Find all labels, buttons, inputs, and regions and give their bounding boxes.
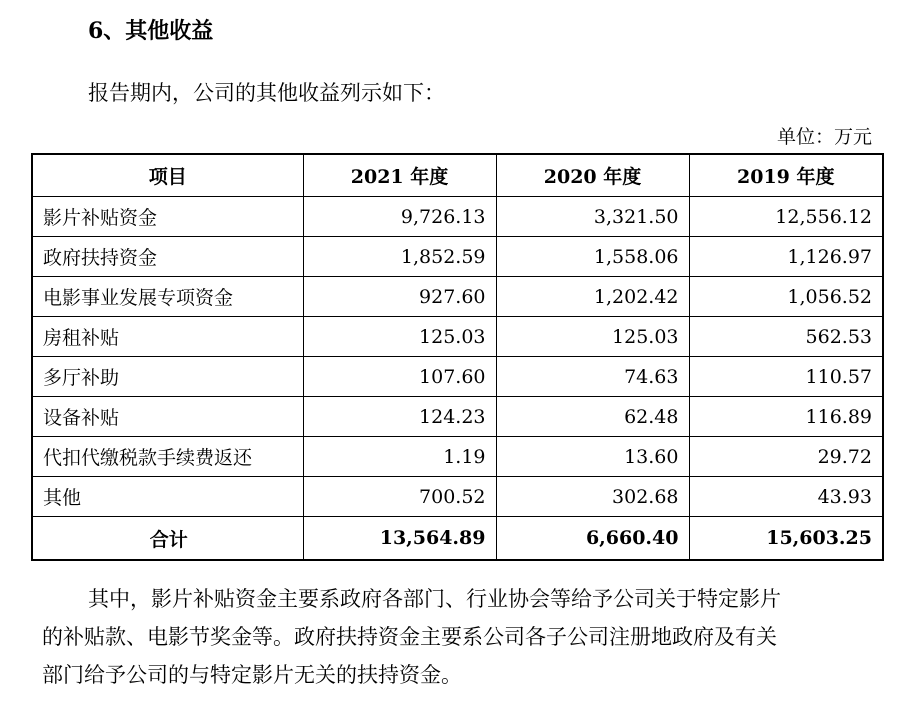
row-item-name: 多厅补助 (32, 357, 303, 397)
total-label: 合计 (32, 517, 303, 561)
row-value-2019: 1,056.52 (689, 277, 883, 317)
row-value-2019: 562.53 (689, 317, 883, 357)
unit-label: 单位：万元 (776, 126, 872, 148)
intro-paragraph: 报告期内，公司的其他收益列示如下： (88, 81, 445, 105)
row-value-2019: 12,556.12 (689, 197, 883, 237)
header-2019: 2019 年度 (689, 154, 883, 197)
total-value-2020: 6,660.40 (496, 517, 689, 561)
table-row (32, 397, 883, 437)
explanation-paragraph (42, 580, 882, 694)
total-value-2021: 13,564.89 (303, 517, 496, 561)
row-value-2020: 74.63 (496, 357, 689, 397)
row-item-name: 设备补贴 (32, 397, 303, 437)
row-item-name: 政府扶持资金 (32, 237, 303, 277)
row-value-2019: 29.72 (689, 437, 883, 477)
row-value-2021: 124.23 (303, 397, 496, 437)
table-row (32, 197, 883, 237)
row-value-2020: 125.03 (496, 317, 689, 357)
row-item-name: 电影事业发展专项资金 (32, 277, 303, 317)
table-row (32, 477, 883, 517)
section-heading: 6、其他收益 (88, 18, 214, 44)
table-row (32, 437, 883, 477)
row-value-2021: 1.19 (303, 437, 496, 477)
row-item-name: 影片补贴资金 (32, 197, 303, 237)
explanation-line: 的补贴款、电影节奖金等。政府扶持资金主要系公司各子公司注册地政府及有关 (42, 625, 777, 649)
header-row (32, 154, 883, 197)
header-2020: 2020 年度 (496, 154, 689, 197)
explanation-line: 部门给予公司的与特定影片无关的扶持资金。 (42, 663, 462, 687)
row-value-2020: 1,202.42 (496, 277, 689, 317)
row-value-2019: 43.93 (689, 477, 883, 517)
explanation-line: 其中，影片补贴资金主要系政府各部门、行业协会等给予公司关于特定影片 (88, 587, 781, 611)
table-row (32, 357, 883, 397)
row-value-2019: 110.57 (689, 357, 883, 397)
row-value-2020: 302.68 (496, 477, 689, 517)
total-value-2019: 15,603.25 (689, 517, 883, 561)
header-2021: 2021 年度 (303, 154, 496, 197)
row-value-2020: 62.48 (496, 397, 689, 437)
row-value-2021: 700.52 (303, 477, 496, 517)
row-item-name: 代扣代缴税款手续费返还 (32, 437, 303, 477)
row-value-2021: 1,852.59 (303, 237, 496, 277)
row-value-2020: 13.60 (496, 437, 689, 477)
row-value-2019: 116.89 (689, 397, 883, 437)
header-item: 项目 (32, 154, 303, 197)
row-value-2021: 9,726.13 (303, 197, 496, 237)
table-row (32, 317, 883, 357)
table-header (32, 154, 883, 197)
row-value-2021: 107.60 (303, 357, 496, 397)
row-value-2021: 927.60 (303, 277, 496, 317)
other-income-table (31, 153, 884, 561)
row-value-2020: 3,321.50 (496, 197, 689, 237)
table-row (32, 237, 883, 277)
row-value-2019: 1,126.97 (689, 237, 883, 277)
row-item-name: 其他 (32, 477, 303, 517)
row-value-2021: 125.03 (303, 317, 496, 357)
total-row (32, 517, 883, 561)
table-body (32, 197, 883, 561)
row-item-name: 房租补贴 (32, 317, 303, 357)
row-value-2020: 1,558.06 (496, 237, 689, 277)
table-row (32, 277, 883, 317)
